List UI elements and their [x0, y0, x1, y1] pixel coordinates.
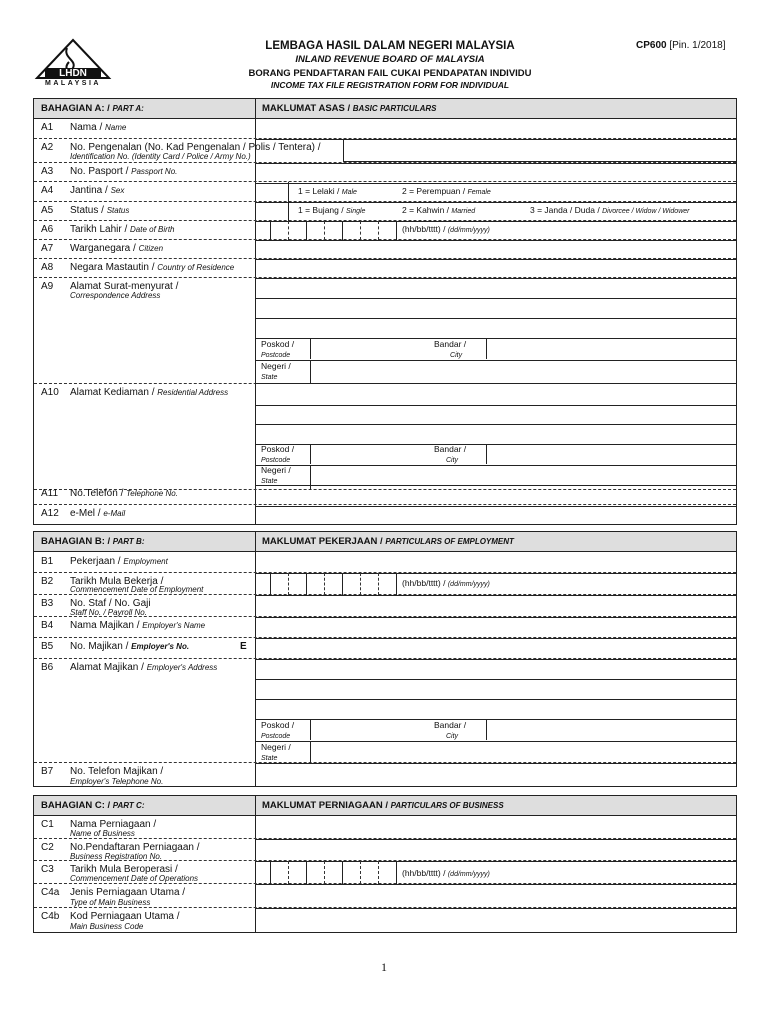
postcode-label-en: Postcode: [261, 457, 291, 464]
correspondence-address-line-2[interactable]: [255, 298, 736, 319]
identification-no-field[interactable]: [343, 139, 736, 162]
status-opt2: 2 = Kahwin /: [402, 205, 450, 215]
state-label-en: State: [261, 755, 278, 762]
city-label-en: City: [450, 352, 463, 359]
employer-city-field[interactable]: [486, 719, 736, 740]
status-box-divider: [288, 202, 289, 221]
label-b6-ms: Alamat Majikan /: [70, 662, 144, 673]
label-a1-ms: Nama /: [70, 122, 103, 133]
label-c2: No.Pendaftaran Perniagaan /: [70, 842, 200, 853]
name-field[interactable]: [255, 119, 736, 140]
dob-box-line: [360, 221, 361, 240]
employer-state-field[interactable]: [310, 741, 736, 763]
code-a10: A10: [41, 387, 59, 398]
state-label: Negeri /: [261, 742, 291, 752]
dob-format-hint: [402, 224, 490, 234]
label-c3: Tarikh Mula Beroperasi /: [70, 864, 178, 875]
main-business-code-field[interactable]: [255, 908, 736, 932]
form-title-en: INCOME TAX FILE REGISTRATION FORM FOR INDIVIDUAL: [270, 80, 510, 90]
residential-address-line-1[interactable]: [255, 383, 736, 406]
label-b5-en: Employer's No.: [131, 642, 190, 651]
label-c4a: Jenis Perniagaan Utama /: [70, 887, 186, 898]
label-b7: No. Telefon Majikan /: [70, 766, 164, 777]
code-b5: B5: [41, 641, 54, 652]
sex-opt1-en: Male: [341, 189, 357, 196]
status-option-single: [298, 205, 365, 215]
sex-box-divider: [288, 182, 289, 202]
employer-postcode-label: [261, 720, 294, 740]
code-a5: A5: [41, 205, 54, 216]
sublabel-b2: Commencement Date of Employment: [70, 585, 204, 594]
part-a-heading-en: BASIC PARTICULARS: [352, 104, 437, 113]
status-option-divorcee: [530, 205, 689, 215]
part-b-heading: MAKLUMAT PEKERJAAN: [262, 536, 378, 547]
code-a7: A7: [41, 243, 54, 254]
c3-box-line: [324, 861, 325, 884]
correspondence-city-label: [434, 339, 466, 359]
code-c3: C3: [41, 864, 54, 875]
employer-address-line-2[interactable]: [255, 679, 736, 700]
b2-box-line: [306, 573, 307, 595]
employer-no-field[interactable]: [255, 638, 736, 660]
citizen-field[interactable]: [255, 240, 736, 260]
telephone-field[interactable]: [255, 485, 736, 507]
code-c1: C1: [41, 819, 54, 830]
code-a3: A3: [41, 166, 54, 177]
sex-option-female: [402, 186, 491, 196]
org-name-ms: LEMBAGA HASIL DALAM NEGERI MALAYSIA: [265, 40, 515, 52]
sublabel-a2: Identification No. (Identity Card / Police / Army No.): [70, 152, 251, 161]
part-a-header: BAHAGIAN A: / PART A: MAKLUMAT ASAS / BASIC PARTICULARS: [34, 99, 736, 119]
dob-box-line: [306, 221, 307, 240]
dob-box-line: [324, 221, 325, 240]
part-a-section: [33, 98, 737, 525]
correspondence-address-line-3[interactable]: [255, 318, 736, 339]
c3-box-line: [306, 861, 307, 884]
label-a12-ms: e-Mel /: [70, 508, 101, 519]
label-b4: [70, 620, 205, 631]
code-a9: A9: [41, 281, 54, 292]
label-a1-en: Name: [105, 123, 127, 132]
sublabel-c4b: Main Business Code: [70, 922, 144, 931]
label-a11: [70, 488, 178, 499]
dob-box-line: [396, 221, 397, 240]
c3-box-line: [270, 861, 271, 884]
c3-fmt: (hh/bb/tttt) /: [402, 868, 446, 878]
b2-box-line: [288, 573, 289, 595]
status-opt1: 1 = Bujang /: [298, 205, 344, 215]
code-b1: B1: [41, 556, 54, 567]
postcode-label-en: Postcode: [261, 733, 291, 740]
page-number: 1: [381, 960, 387, 974]
city-label: Bandar /: [434, 720, 467, 730]
org-name-en: INLAND REVENUE BOARD OF MALAYSIA: [295, 54, 485, 65]
label-a7-en: Citizen: [138, 244, 164, 253]
part-c-heading-en: PARTICULARS OF BUSINESS: [390, 801, 504, 810]
residential-postcode-field[interactable]: [310, 444, 421, 464]
label-b1-en: Employment: [123, 557, 168, 566]
part-a-heading: MAKLUMAT ASAS: [262, 103, 345, 114]
code-b6: B6: [41, 662, 54, 673]
email-field[interactable]: [255, 505, 736, 525]
b2-date-format-hint: [402, 578, 490, 588]
part-c-heading: MAKLUMAT PERNIAGAAN: [262, 800, 383, 811]
city-label-en: City: [446, 733, 459, 740]
code-a1: A1: [41, 122, 54, 133]
code-a12: A12: [41, 508, 59, 519]
label-a8-en: Country of Residence: [157, 263, 235, 272]
status-opt3-en: Divorcee / Widow / Widower: [602, 208, 690, 215]
state-label: Negeri /: [261, 465, 291, 475]
postcode-label-en: Postcode: [261, 352, 291, 359]
label-a5-ms: Status /: [70, 205, 104, 216]
code-a11: A11: [41, 488, 59, 499]
city-label-en: City: [446, 457, 459, 464]
label-a3-en: Passport No.: [131, 167, 178, 176]
dob-box-line: [270, 221, 271, 240]
dob-box-line: [378, 221, 379, 240]
employer-city-label: [434, 720, 466, 740]
label-a12: [70, 508, 125, 519]
part-b-title-en: PART B:: [112, 537, 145, 546]
dob-fmt-en: (dd/mm/yyyy): [447, 227, 490, 234]
residential-address-line-3[interactable]: [255, 424, 736, 445]
residential-address-line-2[interactable]: [255, 404, 736, 425]
label-b3: No. Staf / No. Gaji: [70, 598, 151, 609]
label-b2: Tarikh Mula Bekerja /: [70, 576, 164, 587]
correspondence-state-field[interactable]: [310, 360, 736, 384]
correspondence-state-label: [261, 361, 291, 381]
sublabel-b7: Employer's Telephone No.: [70, 777, 164, 786]
code-c2: C2: [41, 842, 54, 853]
passport-field[interactable]: [255, 163, 736, 184]
sublabel-c2: Business Registration No.: [70, 852, 163, 861]
label-a2: No. Pengenalan (No. Kad Pengenalan / Polis / Tentera) /: [70, 142, 321, 153]
label-a3: [70, 166, 177, 177]
correspondence-city-field[interactable]: [486, 338, 736, 359]
label-a8-ms: Negara Mastautin /: [70, 262, 155, 273]
part-c-section: [33, 795, 737, 933]
employer-address-line-3[interactable]: [255, 699, 736, 720]
main-business-type-field[interactable]: [255, 884, 736, 909]
c3-fmt-en: (dd/mm/yyyy): [447, 871, 490, 878]
part-b-heading-en: PARTICULARS OF EMPLOYMENT: [385, 537, 514, 546]
b2-box-line: [324, 573, 325, 595]
code-b2: B2: [41, 576, 54, 587]
label-a10-en: Residential Address: [157, 388, 229, 397]
sublabel-c4a: Type of Main Business: [70, 898, 151, 907]
code-a2: A2: [41, 142, 54, 153]
city-label: Bandar /: [434, 444, 467, 454]
label-a6-en: Date of Birth: [130, 225, 175, 234]
c3-box-line: [342, 861, 343, 884]
logo-text: LHDN: [59, 68, 87, 79]
employer-address-line-1[interactable]: [255, 659, 736, 680]
b2-fmt-en: (dd/mm/yyyy): [447, 581, 490, 588]
staff-no-field[interactable]: [255, 595, 736, 618]
residential-state-label: [261, 465, 291, 485]
part-c-title: BAHAGIAN C:: [41, 800, 105, 811]
label-a1: [70, 122, 126, 133]
label-a6: [70, 224, 175, 235]
c3-box-line: [360, 861, 361, 884]
employer-telephone-field[interactable]: [255, 763, 736, 788]
label-c4b: Kod Perniagaan Utama /: [70, 911, 180, 922]
date-of-birth-field[interactable]: [255, 221, 736, 241]
sex-opt2: 2 = Perempuan /: [402, 186, 466, 196]
country-of-residence-field[interactable]: [255, 259, 736, 279]
sex-opt1: 1 = Lelaki /: [298, 186, 340, 196]
employer-state-label: [261, 742, 291, 762]
b2-box-line: [270, 573, 271, 595]
label-b5-ms: No. Majikan /: [70, 641, 129, 652]
label-a7: [70, 243, 163, 254]
status-opt2-en: Married: [451, 208, 476, 215]
code-b7: B7: [41, 766, 54, 777]
postcode-label: Poskod /: [261, 444, 295, 454]
part-c-title-en: PART C:: [112, 801, 145, 810]
b2-box-line: [396, 573, 397, 595]
correspondence-postcode-field[interactable]: [310, 338, 421, 359]
residential-postcode-label: [261, 444, 294, 464]
label-a4-en: Sex: [110, 186, 125, 195]
label-a3-ms: No. Pasport /: [70, 166, 129, 177]
residential-city-label: [434, 444, 466, 464]
sublabel-c1: Name of Business: [70, 829, 135, 838]
part-b-header: BAHAGIAN B: / PART B: MAKLUMAT PEKERJAAN / PARTICULARS OF EMPLOYMENT: [34, 532, 736, 552]
label-a11-en: Telephone No.: [126, 489, 178, 498]
label-a10-ms: Alamat Kediaman /: [70, 387, 155, 398]
label-a5-en: Status: [106, 206, 130, 215]
sex-opt2-en: Female: [467, 189, 491, 196]
c3-box-line: [396, 861, 397, 884]
label-a10: [70, 387, 228, 398]
label-a4: [70, 185, 124, 196]
city-label: Bandar /: [434, 339, 467, 349]
form-code-id: CP600: [636, 40, 667, 51]
part-a-title-en: PART A:: [112, 104, 144, 113]
b2-box-line: [360, 573, 361, 595]
label-b4-ms: Nama Majikan /: [70, 620, 140, 631]
state-label: Negeri /: [261, 361, 291, 371]
business-start-date-field[interactable]: [255, 861, 736, 885]
label-b6: [70, 662, 217, 673]
b2-box-line: [378, 573, 379, 595]
label-b4-en: Employer's Name: [142, 621, 206, 630]
code-b3: B3: [41, 598, 54, 609]
employer-postcode-field[interactable]: [310, 719, 421, 740]
business-registration-field[interactable]: [255, 839, 736, 862]
label-c1: Nama Perniagaan /: [70, 819, 157, 830]
c3-box-line: [378, 861, 379, 884]
code-c4a: C4a: [41, 887, 60, 898]
employment-start-date-field[interactable]: [255, 573, 736, 596]
logo-country: MALAYSIA: [45, 80, 101, 87]
dob-box-line: [342, 221, 343, 240]
code-a6: A6: [41, 224, 54, 235]
code-b4: B4: [41, 620, 54, 631]
postcode-label: Poskod /: [261, 339, 295, 349]
label-a9: Alamat Surat-menyurat /: [70, 281, 179, 292]
label-a4-ms: Jantina /: [70, 185, 108, 196]
postcode-label: Poskod /: [261, 720, 295, 730]
label-a8: [70, 262, 234, 273]
employer-name-field[interactable]: [255, 617, 736, 639]
part-c-header: BAHAGIAN C: / PART C: MAKLUMAT PERNIAGAAN / PARTICULARS OF BUSINESS: [34, 796, 736, 816]
sublabel-b3: Staff No. / Payroll No.: [70, 608, 147, 617]
label-a7-ms: Warganegara /: [70, 243, 136, 254]
form-code: [636, 40, 726, 51]
label-a12-en: e-Mail: [103, 509, 126, 518]
status-opt1-en: Single: [345, 208, 366, 215]
correspondence-address-line-1[interactable]: [255, 278, 736, 299]
status-opt3: 3 = Janda / Duda /: [530, 205, 600, 215]
c3-box-line: [288, 861, 289, 884]
dob-fmt: (hh/bb/tttt) /: [402, 224, 446, 234]
c3-date-format-hint: [402, 868, 490, 878]
dob-box-line: [288, 221, 289, 240]
label-a5: [70, 205, 129, 216]
code-a8: A8: [41, 262, 54, 273]
form-version: [Pin. 1/2018]: [669, 40, 726, 51]
state-label-en: State: [261, 478, 278, 485]
label-b5: [70, 641, 189, 652]
part-b-title: BAHAGIAN B:: [41, 536, 105, 547]
code-c4b: C4b: [41, 911, 60, 922]
state-label-en: State: [261, 374, 278, 381]
part-a-title: BAHAGIAN A:: [41, 103, 105, 114]
form-title-ms: BORANG PENDAFTARAN FAIL CUKAI PENDAPATAN INDIVIDU: [248, 68, 532, 79]
residential-city-field[interactable]: [486, 444, 736, 464]
b2-box-line: [342, 573, 343, 595]
employer-no-prefix: E: [240, 641, 247, 652]
correspondence-postcode-label: [261, 339, 294, 359]
label-a6-ms: Tarikh Lahir /: [70, 224, 128, 235]
label-b6-en: Employer's Address: [146, 663, 218, 672]
status-option-married: [402, 205, 475, 215]
sex-option-male: [298, 186, 357, 196]
sublabel-c3: Commencement Date of Operations: [70, 874, 199, 883]
business-name-field[interactable]: [255, 816, 736, 840]
code-a4: A4: [41, 185, 54, 196]
part-b-section: [33, 531, 737, 787]
label-b1-ms: Pekerjaan /: [70, 556, 121, 567]
label-a11-ms: No.Telefon /: [70, 488, 124, 499]
employment-field[interactable]: [255, 553, 736, 574]
label-b1: [70, 556, 168, 567]
sublabel-a9: Correspondence Address: [70, 291, 161, 300]
b2-fmt: (hh/bb/tttt) /: [402, 578, 446, 588]
